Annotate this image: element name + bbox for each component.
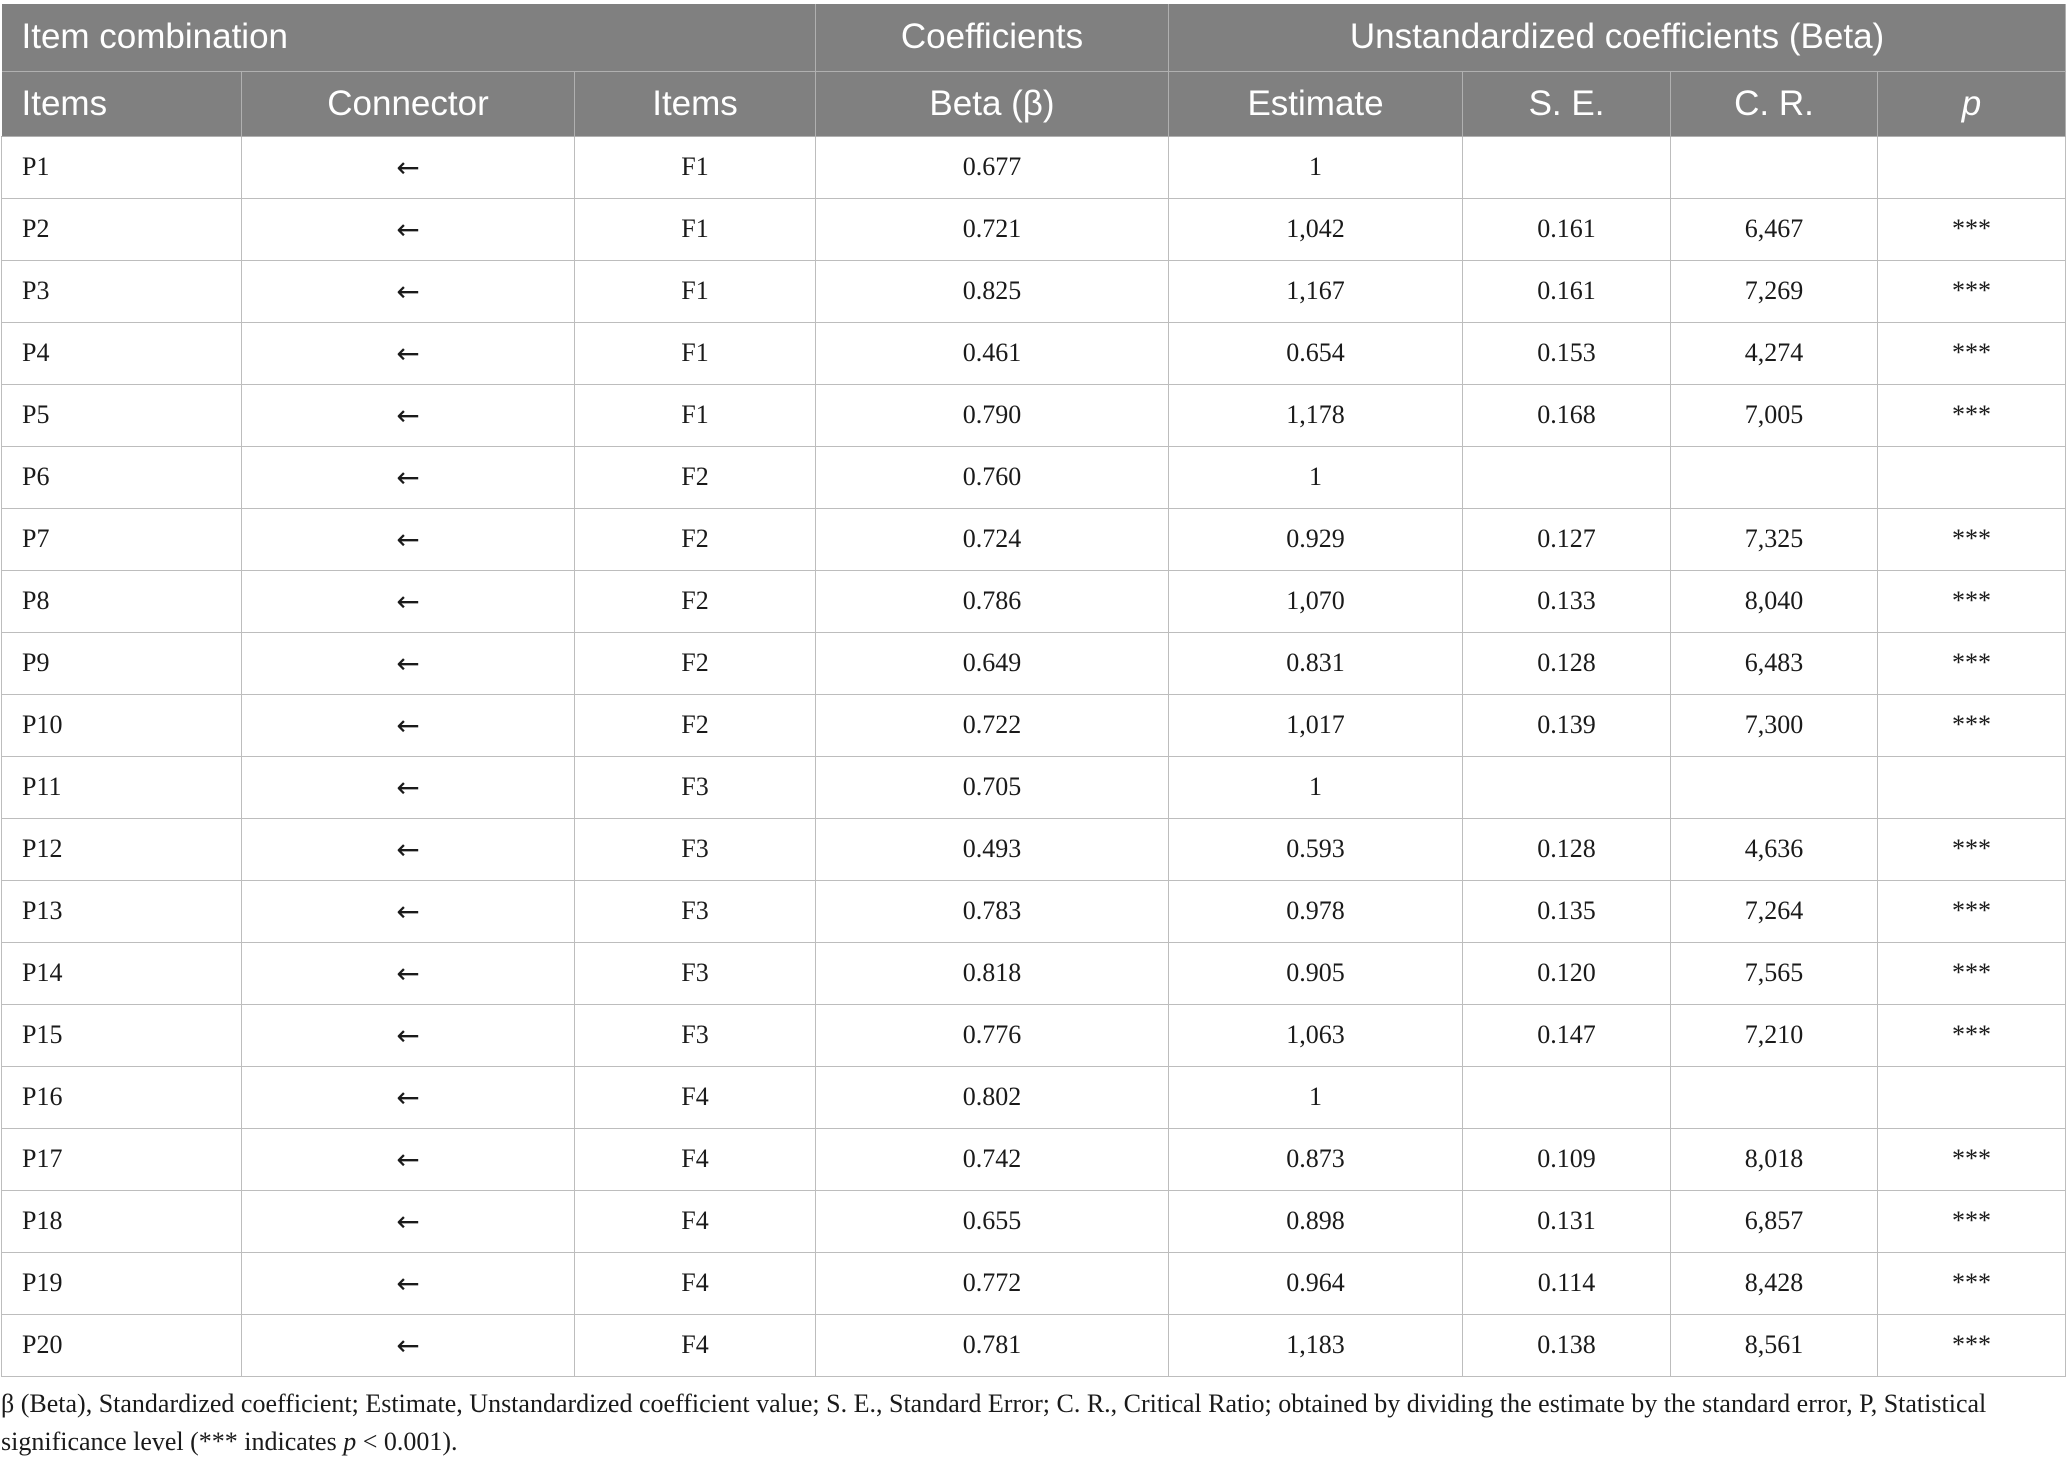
cell-beta: 0.783 bbox=[816, 880, 1169, 942]
footnote-p-symbol: p bbox=[343, 1426, 357, 1456]
cell-factor: F3 bbox=[575, 818, 816, 880]
cell-estimate: 1,178 bbox=[1169, 384, 1463, 446]
cell-estimate: 1,042 bbox=[1169, 198, 1463, 260]
table-row bbox=[2, 1128, 2066, 1190]
header-item-combination: Item combination bbox=[2, 4, 816, 71]
cell-p: *** bbox=[1878, 1128, 2066, 1190]
cell-cr: 7,325 bbox=[1671, 508, 1878, 570]
cell-beta: 0.781 bbox=[816, 1314, 1169, 1376]
cell-beta: 0.677 bbox=[816, 136, 1169, 198]
cell-cr: 7,264 bbox=[1671, 880, 1878, 942]
table-row bbox=[2, 322, 2066, 384]
table-footnote bbox=[1, 1385, 2041, 1461]
cell-cr: 8,018 bbox=[1671, 1128, 1878, 1190]
cell-factor: F1 bbox=[575, 322, 816, 384]
table-row bbox=[2, 818, 2066, 880]
table-row bbox=[2, 1004, 2066, 1066]
cell-estimate: 1 bbox=[1169, 136, 1463, 198]
cell-estimate: 0.654 bbox=[1169, 322, 1463, 384]
cell-estimate: 1 bbox=[1169, 1066, 1463, 1128]
cell-estimate: 0.898 bbox=[1169, 1190, 1463, 1252]
header-connector: Connector bbox=[242, 71, 575, 136]
cell-item: P5 bbox=[2, 384, 242, 446]
cell-connector: ← bbox=[242, 260, 575, 322]
cell-factor: F4 bbox=[575, 1252, 816, 1314]
cell-connector: ← bbox=[242, 446, 575, 508]
cell-beta: 0.461 bbox=[816, 322, 1169, 384]
cell-connector: ← bbox=[242, 1252, 575, 1314]
table-row bbox=[2, 136, 2066, 198]
table-row bbox=[2, 1252, 2066, 1314]
cell-factor: F3 bbox=[575, 942, 816, 1004]
cell-factor: F4 bbox=[575, 1190, 816, 1252]
cell-factor: F3 bbox=[575, 880, 816, 942]
cell-item: P3 bbox=[2, 260, 242, 322]
cell-connector: ← bbox=[242, 1314, 575, 1376]
cell-estimate: 1 bbox=[1169, 756, 1463, 818]
cell-cr: 8,561 bbox=[1671, 1314, 1878, 1376]
cell-cr: 7,005 bbox=[1671, 384, 1878, 446]
cell-cr bbox=[1671, 446, 1878, 508]
cell-p: *** bbox=[1878, 570, 2066, 632]
table-row bbox=[2, 880, 2066, 942]
table-row bbox=[2, 570, 2066, 632]
cell-factor: F2 bbox=[575, 446, 816, 508]
cell-se: 0.127 bbox=[1463, 508, 1671, 570]
cell-se: 0.133 bbox=[1463, 570, 1671, 632]
cell-cr: 6,857 bbox=[1671, 1190, 1878, 1252]
cell-item: P4 bbox=[2, 322, 242, 384]
footnote-text-before: β (Beta), Standardized coefficient; Estimate, Unstandardized coefficient value; S. E., Standard Error; C. R., Critical Ratio; obtained by dividing the estimate by the standard error, P, Statistical significance level (*** indicates bbox=[1, 1388, 1987, 1456]
table-row bbox=[2, 1066, 2066, 1128]
header-group-row bbox=[2, 4, 2066, 71]
cell-se: 0.109 bbox=[1463, 1128, 1671, 1190]
cell-cr bbox=[1671, 756, 1878, 818]
cell-connector: ← bbox=[242, 818, 575, 880]
header-column-row bbox=[2, 71, 2066, 136]
cell-estimate: 1,063 bbox=[1169, 1004, 1463, 1066]
cell-estimate: 0.905 bbox=[1169, 942, 1463, 1004]
cell-cr: 6,467 bbox=[1671, 198, 1878, 260]
cell-item: P15 bbox=[2, 1004, 242, 1066]
cell-beta: 0.802 bbox=[816, 1066, 1169, 1128]
cell-p: *** bbox=[1878, 880, 2066, 942]
cell-item: P2 bbox=[2, 198, 242, 260]
cell-p: *** bbox=[1878, 1314, 2066, 1376]
cell-beta: 0.721 bbox=[816, 198, 1169, 260]
cell-item: P19 bbox=[2, 1252, 242, 1314]
cell-p bbox=[1878, 136, 2066, 198]
cell-se: 0.147 bbox=[1463, 1004, 1671, 1066]
cell-se: 0.138 bbox=[1463, 1314, 1671, 1376]
cell-cr bbox=[1671, 1066, 1878, 1128]
cell-item: P13 bbox=[2, 880, 242, 942]
cell-item: P9 bbox=[2, 632, 242, 694]
cell-se: 0.128 bbox=[1463, 632, 1671, 694]
cell-connector: ← bbox=[242, 1128, 575, 1190]
cell-p: *** bbox=[1878, 694, 2066, 756]
cell-factor: F4 bbox=[575, 1066, 816, 1128]
cell-beta: 0.760 bbox=[816, 446, 1169, 508]
cell-beta: 0.772 bbox=[816, 1252, 1169, 1314]
cell-connector: ← bbox=[242, 384, 575, 446]
cell-estimate: 1,017 bbox=[1169, 694, 1463, 756]
cell-beta: 0.649 bbox=[816, 632, 1169, 694]
header-items-2: Items bbox=[575, 71, 816, 136]
table-row bbox=[2, 508, 2066, 570]
cell-estimate: 0.929 bbox=[1169, 508, 1463, 570]
cell-p: *** bbox=[1878, 632, 2066, 694]
cell-factor: F2 bbox=[575, 632, 816, 694]
cell-item: P6 bbox=[2, 446, 242, 508]
cell-se: 0.131 bbox=[1463, 1190, 1671, 1252]
cell-cr: 4,636 bbox=[1671, 818, 1878, 880]
cell-estimate: 0.978 bbox=[1169, 880, 1463, 942]
cell-p: *** bbox=[1878, 818, 2066, 880]
cell-item: P1 bbox=[2, 136, 242, 198]
cell-connector: ← bbox=[242, 508, 575, 570]
cell-connector: ← bbox=[242, 942, 575, 1004]
cell-factor: F1 bbox=[575, 260, 816, 322]
table-row bbox=[2, 1190, 2066, 1252]
cell-item: P11 bbox=[2, 756, 242, 818]
cell-p bbox=[1878, 446, 2066, 508]
table-row bbox=[2, 198, 2066, 260]
cell-estimate: 0.593 bbox=[1169, 818, 1463, 880]
table-row bbox=[2, 260, 2066, 322]
header-se: S. E. bbox=[1463, 71, 1671, 136]
cell-estimate: 0.964 bbox=[1169, 1252, 1463, 1314]
cell-p: *** bbox=[1878, 508, 2066, 570]
cell-cr: 7,565 bbox=[1671, 942, 1878, 1004]
cell-estimate: 0.873 bbox=[1169, 1128, 1463, 1190]
cell-factor: F1 bbox=[575, 198, 816, 260]
cell-p bbox=[1878, 1066, 2066, 1128]
cell-estimate: 0.831 bbox=[1169, 632, 1463, 694]
cell-cr: 4,274 bbox=[1671, 322, 1878, 384]
cell-connector: ← bbox=[242, 1004, 575, 1066]
table-row bbox=[2, 694, 2066, 756]
header-coefficients: Coefficients bbox=[816, 4, 1169, 71]
cell-cr: 7,269 bbox=[1671, 260, 1878, 322]
table-header bbox=[2, 4, 2066, 136]
cell-se: 0.120 bbox=[1463, 942, 1671, 1004]
cell-beta: 0.786 bbox=[816, 570, 1169, 632]
cell-item: P12 bbox=[2, 818, 242, 880]
cell-se: 0.168 bbox=[1463, 384, 1671, 446]
cell-se: 0.161 bbox=[1463, 198, 1671, 260]
table-row bbox=[2, 384, 2066, 446]
cell-cr: 7,210 bbox=[1671, 1004, 1878, 1066]
cell-item: P10 bbox=[2, 694, 242, 756]
cell-connector: ← bbox=[242, 1190, 575, 1252]
cell-se bbox=[1463, 446, 1671, 508]
table-row bbox=[2, 756, 2066, 818]
cell-beta: 0.776 bbox=[816, 1004, 1169, 1066]
cell-item: P8 bbox=[2, 570, 242, 632]
cell-factor: F2 bbox=[575, 508, 816, 570]
cell-factor: F2 bbox=[575, 570, 816, 632]
cell-connector: ← bbox=[242, 570, 575, 632]
table-row bbox=[2, 942, 2066, 1004]
cell-se: 0.135 bbox=[1463, 880, 1671, 942]
footnote-text-after: < 0.001). bbox=[356, 1426, 458, 1456]
cell-p: *** bbox=[1878, 198, 2066, 260]
table-row bbox=[2, 632, 2066, 694]
cell-connector: ← bbox=[242, 322, 575, 384]
cell-connector: ← bbox=[242, 632, 575, 694]
cell-item: P7 bbox=[2, 508, 242, 570]
cell-beta: 0.790 bbox=[816, 384, 1169, 446]
cell-estimate: 1,070 bbox=[1169, 570, 1463, 632]
header-beta: Beta (β) bbox=[816, 71, 1169, 136]
cell-factor: F3 bbox=[575, 756, 816, 818]
cell-se: 0.128 bbox=[1463, 818, 1671, 880]
cell-se: 0.153 bbox=[1463, 322, 1671, 384]
cell-factor: F3 bbox=[575, 1004, 816, 1066]
cell-p: *** bbox=[1878, 1190, 2066, 1252]
cell-item: P14 bbox=[2, 942, 242, 1004]
cell-se: 0.114 bbox=[1463, 1252, 1671, 1314]
cell-connector: ← bbox=[242, 198, 575, 260]
cell-se bbox=[1463, 136, 1671, 198]
cell-cr: 8,428 bbox=[1671, 1252, 1878, 1314]
cell-cr: 6,483 bbox=[1671, 632, 1878, 694]
coefficients-table bbox=[1, 4, 2066, 1377]
cell-beta: 0.705 bbox=[816, 756, 1169, 818]
cell-beta: 0.722 bbox=[816, 694, 1169, 756]
table-row bbox=[2, 446, 2066, 508]
cell-item: P17 bbox=[2, 1128, 242, 1190]
cell-item: P18 bbox=[2, 1190, 242, 1252]
cell-p: *** bbox=[1878, 1004, 2066, 1066]
cell-p: *** bbox=[1878, 260, 2066, 322]
header-p: p bbox=[1878, 71, 2066, 136]
header-unstandardized-coefficients: Unstandardized coefficients (Beta) bbox=[1169, 4, 2066, 71]
cell-item: P16 bbox=[2, 1066, 242, 1128]
cell-cr: 8,040 bbox=[1671, 570, 1878, 632]
header-cr: C. R. bbox=[1671, 71, 1878, 136]
cell-se bbox=[1463, 1066, 1671, 1128]
cell-connector: ← bbox=[242, 1066, 575, 1128]
cell-p: *** bbox=[1878, 1252, 2066, 1314]
cell-item: P20 bbox=[2, 1314, 242, 1376]
cell-connector: ← bbox=[242, 756, 575, 818]
cell-factor: F1 bbox=[575, 384, 816, 446]
cell-beta: 0.818 bbox=[816, 942, 1169, 1004]
cell-factor: F4 bbox=[575, 1128, 816, 1190]
cell-beta: 0.655 bbox=[816, 1190, 1169, 1252]
table-body bbox=[2, 136, 2066, 1376]
cell-beta: 0.825 bbox=[816, 260, 1169, 322]
cell-p: *** bbox=[1878, 942, 2066, 1004]
header-items-1: Items bbox=[2, 71, 242, 136]
cell-factor: F1 bbox=[575, 136, 816, 198]
cell-estimate: 1 bbox=[1169, 446, 1463, 508]
cell-factor: F2 bbox=[575, 694, 816, 756]
cell-connector: ← bbox=[242, 880, 575, 942]
cell-p: *** bbox=[1878, 322, 2066, 384]
table-row bbox=[2, 1314, 2066, 1376]
cell-beta: 0.724 bbox=[816, 508, 1169, 570]
cell-estimate: 1,167 bbox=[1169, 260, 1463, 322]
cell-factor: F4 bbox=[575, 1314, 816, 1376]
cell-se: 0.161 bbox=[1463, 260, 1671, 322]
cell-se: 0.139 bbox=[1463, 694, 1671, 756]
cell-beta: 0.493 bbox=[816, 818, 1169, 880]
cell-se bbox=[1463, 756, 1671, 818]
cell-beta: 0.742 bbox=[816, 1128, 1169, 1190]
cell-connector: ← bbox=[242, 694, 575, 756]
cell-connector: ← bbox=[242, 136, 575, 198]
cell-cr bbox=[1671, 136, 1878, 198]
cell-cr: 7,300 bbox=[1671, 694, 1878, 756]
cell-p: *** bbox=[1878, 384, 2066, 446]
cell-estimate: 1,183 bbox=[1169, 1314, 1463, 1376]
header-estimate: Estimate bbox=[1169, 71, 1463, 136]
cell-p bbox=[1878, 756, 2066, 818]
